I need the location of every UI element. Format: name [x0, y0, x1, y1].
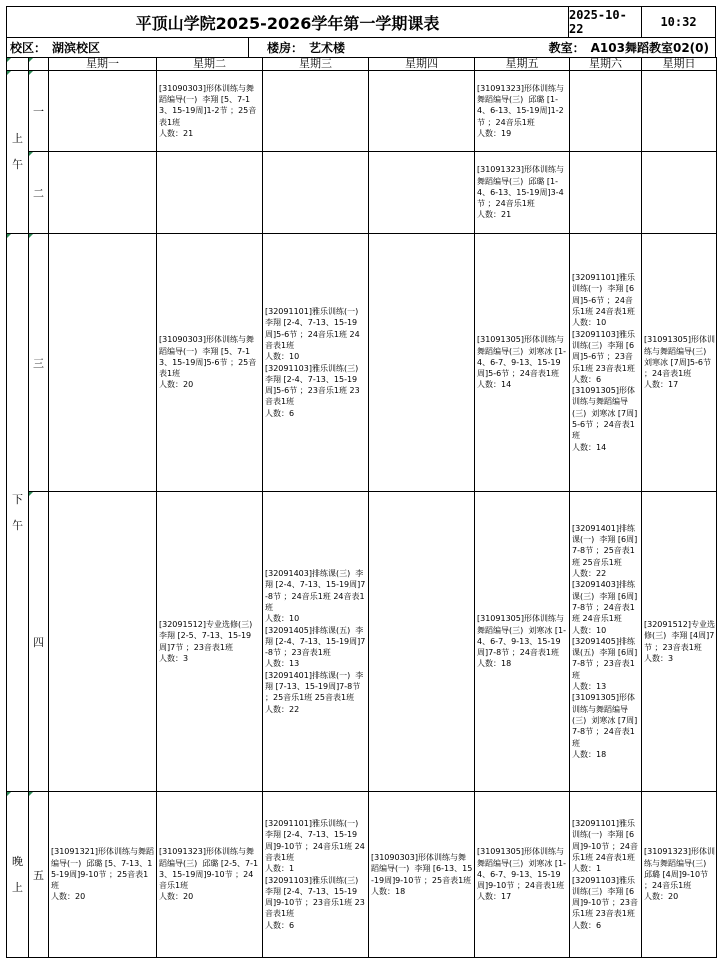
cell-p3-sun[interactable]: [642, 234, 717, 492]
timetable-page: [6, 6, 716, 958]
day-header-fri: 星期五: [475, 58, 570, 71]
cell-p3-mon[interactable]: [49, 234, 157, 492]
period-label-text: 一: [33, 105, 44, 118]
cell-p3-sat[interactable]: [570, 234, 642, 492]
course-entry: [31091323]形体训练与舞蹈编导(三) 邱璐 [2-5、7-13、15-19周]9-10节 ；24音乐1班 人数：20: [159, 847, 259, 902]
cell-p4-mon[interactable]: [49, 492, 157, 792]
cell-p2-thu[interactable]: [369, 152, 475, 234]
page-title: 平顶山学院2025-2026学年第一学期课表: [7, 7, 569, 37]
campus-value: 湖滨校区: [52, 41, 101, 55]
period-label-1: [29, 71, 49, 152]
cell-p4-sun[interactable]: [642, 492, 717, 792]
cell-p1-mon[interactable]: [49, 71, 157, 152]
day-header-wed: 星期三: [263, 58, 369, 71]
course-entry: [32091101]雅乐训练(一) 李翔 [6周]5-6节 ；24音乐1班 24音表1班 人数：10 [32091103]雅乐训练(三) 李翔 [6周]5-6节 ；23音乐1班 23音表1班 人数：6 [31091305]形体训练与舞蹈编导(三) 刘寒冰 [7周]5-6节 ；24音表1班 人数：14: [572, 273, 638, 452]
period-label-text: 五: [33, 868, 44, 882]
course-entry: [31090303]形体训练与舞蹈编导(一) 李翔 [5、7-13、15-19周]5-6节 ；25音表1班 人数：20: [159, 335, 257, 390]
course-entry: [31090303]形体训练与舞蹈编导(一) 李翔 [6-13、15-19周]9-10节 ；25音表1班 人数：18: [371, 852, 473, 896]
course-entry: [32091101]雅乐训练(一) 李翔 [2-4、7-13、15-19周]9-10节 ；24音乐1班 24音表1班 人数：1 [32091103]雅乐训练(三) 李翔 [2-4、7-13、15-19周]9-10节 ；23音乐1班 23音表1班 人数：6: [265, 819, 365, 930]
cell-p3-fri[interactable]: [475, 234, 570, 492]
cell-p1-sun[interactable]: [642, 71, 717, 152]
corner-mark: [29, 234, 33, 238]
cell-p5-tue[interactable]: [157, 792, 263, 958]
course-entry: [31091323]形体训练与舞蹈编导(三) 邱璐 [1-4、6-13、15-19周]3-4节 ；24音乐1班 人数：21: [477, 165, 564, 220]
room-label: 教室：: [548, 41, 585, 55]
cell-p2-tue[interactable]: [157, 152, 263, 234]
period-label-5: [29, 792, 49, 958]
period-label-text: 四: [33, 635, 44, 649]
period-label-3: [29, 234, 49, 492]
corner-mark: [7, 792, 11, 796]
corner-cell: [7, 58, 29, 71]
half-day-label: 上 午: [12, 132, 23, 171]
corner-mark: [7, 234, 11, 238]
cell-p3-thu[interactable]: [369, 234, 475, 492]
info-row: [6, 37, 716, 57]
corner-mark: [29, 71, 33, 75]
cell-p5-sun[interactable]: [642, 792, 717, 958]
course-entry: [31091305]形体训练与舞蹈编导(三) 刘寒冰 [1-4、6-7、9-13、15-19周]9-10节 ；24音表1班 人数：17: [477, 847, 566, 902]
course-entry: [31091305]形体训练与舞蹈编导(三) 刘寒冰 [1-4、6-7、9-13、15-19周]7-8节 ；24音表1班 人数：18: [477, 614, 566, 669]
title-row: [6, 6, 716, 37]
day-header-thu: 星期四: [369, 58, 475, 71]
period-row-2: [7, 152, 717, 234]
schedule-grid: [6, 57, 717, 958]
half-day-morning: [7, 71, 29, 234]
cell-p5-mon[interactable]: [49, 792, 157, 958]
cell-p3-tue[interactable]: [157, 234, 263, 492]
cell-p3-wed[interactable]: [263, 234, 369, 492]
cell-p4-tue[interactable]: [157, 492, 263, 792]
course-entry: [31091321]形体训练与舞蹈编导(一) 邱璐 [5、7-13、15-19周]9-10节 ；25音表1班 人数：20: [51, 847, 154, 902]
print-time: 10:32: [660, 15, 697, 29]
building-value: 艺术楼: [309, 41, 346, 55]
corner-mark: [7, 71, 11, 75]
building-field: [249, 38, 467, 57]
cell-p1-sat[interactable]: [570, 71, 642, 152]
room-value: A103舞蹈教室02(0): [590, 41, 709, 55]
cell-p4-sat[interactable]: [570, 492, 642, 792]
course-entry: [31091323]形体训练与舞蹈编导(三) 邱璐 [1-4、6-13、15-19周]1-2节 ；24音乐1班 人数：19: [477, 83, 564, 138]
cell-p5-sat[interactable]: [570, 792, 642, 958]
cell-p4-wed[interactable]: [263, 492, 369, 792]
cell-p2-mon[interactable]: [49, 152, 157, 234]
cell-p2-sat[interactable]: [570, 152, 642, 234]
corner-mark: [29, 152, 33, 156]
course-entry: [31091323]形体训练与舞蹈编导(三) 邱璐 [4周]9-10节 ；24音乐1班 人数：20: [644, 847, 715, 902]
cell-p4-thu[interactable]: [369, 492, 475, 792]
cell-p2-fri[interactable]: [475, 152, 570, 234]
period-label-text: 二: [33, 186, 44, 200]
room-field: [467, 38, 715, 57]
cell-p5-fri[interactable]: [475, 792, 570, 958]
course-entry: [32091101]雅乐训练(一) 李翔 [6周]9-10节 ；24音乐1班 24音表1班 人数：1 [32091103]雅乐训练(三) 李翔 [6周]9-10节 ；23音乐1班 23音表1班 人数：6: [572, 819, 638, 930]
period-label-4: [29, 492, 49, 792]
period-label-text: 三: [33, 356, 44, 370]
half-day-label: 晚 上: [12, 854, 23, 894]
period-row-1: [7, 71, 717, 152]
corner-mark: [7, 58, 11, 62]
corner-mark: [29, 58, 33, 62]
cell-p5-thu[interactable]: [369, 792, 475, 958]
period-row-4: [7, 492, 717, 792]
course-entry: [32091403]排练课(三) 李翔 [2-4、7-13、15-19周]7-8节 ；24音乐1班 24音表1班 人数：10 [32091405]排练课(五) 李翔 [2-4、7-13、15-19周]7-8节 ；23音表1班 人数：13 [32091401]排练课(一) 李翔 [7-13、15-19周]7-8节 ；25音乐1班 25音表1班 人数：22: [265, 569, 366, 714]
course-entry: [31091305]形体训练与舞蹈编导(三) 刘寒冰 [7周]5-6节 ；24音表1班 人数：17: [644, 335, 715, 390]
period-row-5: [7, 792, 717, 958]
day-header-sun: 星期日: [642, 58, 717, 71]
cell-p4-fri[interactable]: [475, 492, 570, 792]
day-header-tue: 星期二: [157, 58, 263, 71]
campus-field: [7, 38, 249, 57]
course-entry: [31090303]形体训练与舞蹈编导(一) 李翔 [5、7-13、15-19周]1-2节 ；25音表1班 人数：21: [159, 83, 257, 138]
half-day-evening: [7, 792, 29, 958]
cell-p5-wed[interactable]: [263, 792, 369, 958]
course-entry: [32091512]专业选修(三) 李翔 [4周]7节 ；23音表1班 人数：3: [644, 619, 715, 663]
corner-cell-2: [29, 58, 49, 71]
half-day-afternoon: [7, 234, 29, 792]
cell-p1-thu[interactable]: [369, 71, 475, 152]
cell-p1-tue[interactable]: [157, 71, 263, 152]
cell-p1-fri[interactable]: [475, 71, 570, 152]
print-date: 2025-10-22: [569, 7, 642, 37]
cell-p2-wed[interactable]: [263, 152, 369, 234]
building-label: 楼房：: [267, 41, 304, 55]
course-entry: [32091101]雅乐训练(一) 李翔 [2-4、7-13、15-19周]5-6节 ；24音乐1班 24音表1班 人数：10 [32091103]雅乐训练(三) 李翔 [2-4、7-13、15-19周]5-6节 ；23音乐1班 23音表1班 人数：6: [265, 307, 360, 418]
course-entry: [32091512]专业选修(三) 李翔 [2-5、7-13、15-19周]7节 ；23音表1班 人数：3: [159, 619, 253, 663]
course-entry: [32091401]排练课(一) 李翔 [6周]7-8节 ；25音表1班 25音乐1班 人数：22 [32091403]排练课(三) 李翔 [6周]7-8节 ；24音表1班 24音乐1班 人数：10 [32091405]排练课(五) 李翔 [6周]7-8节 ；23音表1班 人数：13 [31091305]形体训练与舞蹈编导(三) 刘寒冰 [7周]7-8节 ；24音表1班 人数：18: [572, 523, 638, 759]
half-day-label: 下 午: [12, 492, 23, 532]
cell-p2-sun[interactable]: [642, 152, 717, 234]
corner-mark: [29, 492, 33, 496]
day-header-row: [7, 58, 717, 71]
day-header-sat: 星期六: [570, 58, 642, 71]
course-entry: [31091305]形体训练与舞蹈编导(三) 刘寒冰 [1-4、6-7、9-13、15-19周]5-6节 ；24音表1班 人数：14: [477, 335, 566, 390]
campus-label: 校区：: [10, 41, 47, 55]
corner-mark: [29, 792, 33, 796]
period-row-3: [7, 234, 717, 492]
period-label-2: [29, 152, 49, 234]
day-header-mon: 星期一: [49, 58, 157, 71]
cell-p1-wed[interactable]: [263, 71, 369, 152]
